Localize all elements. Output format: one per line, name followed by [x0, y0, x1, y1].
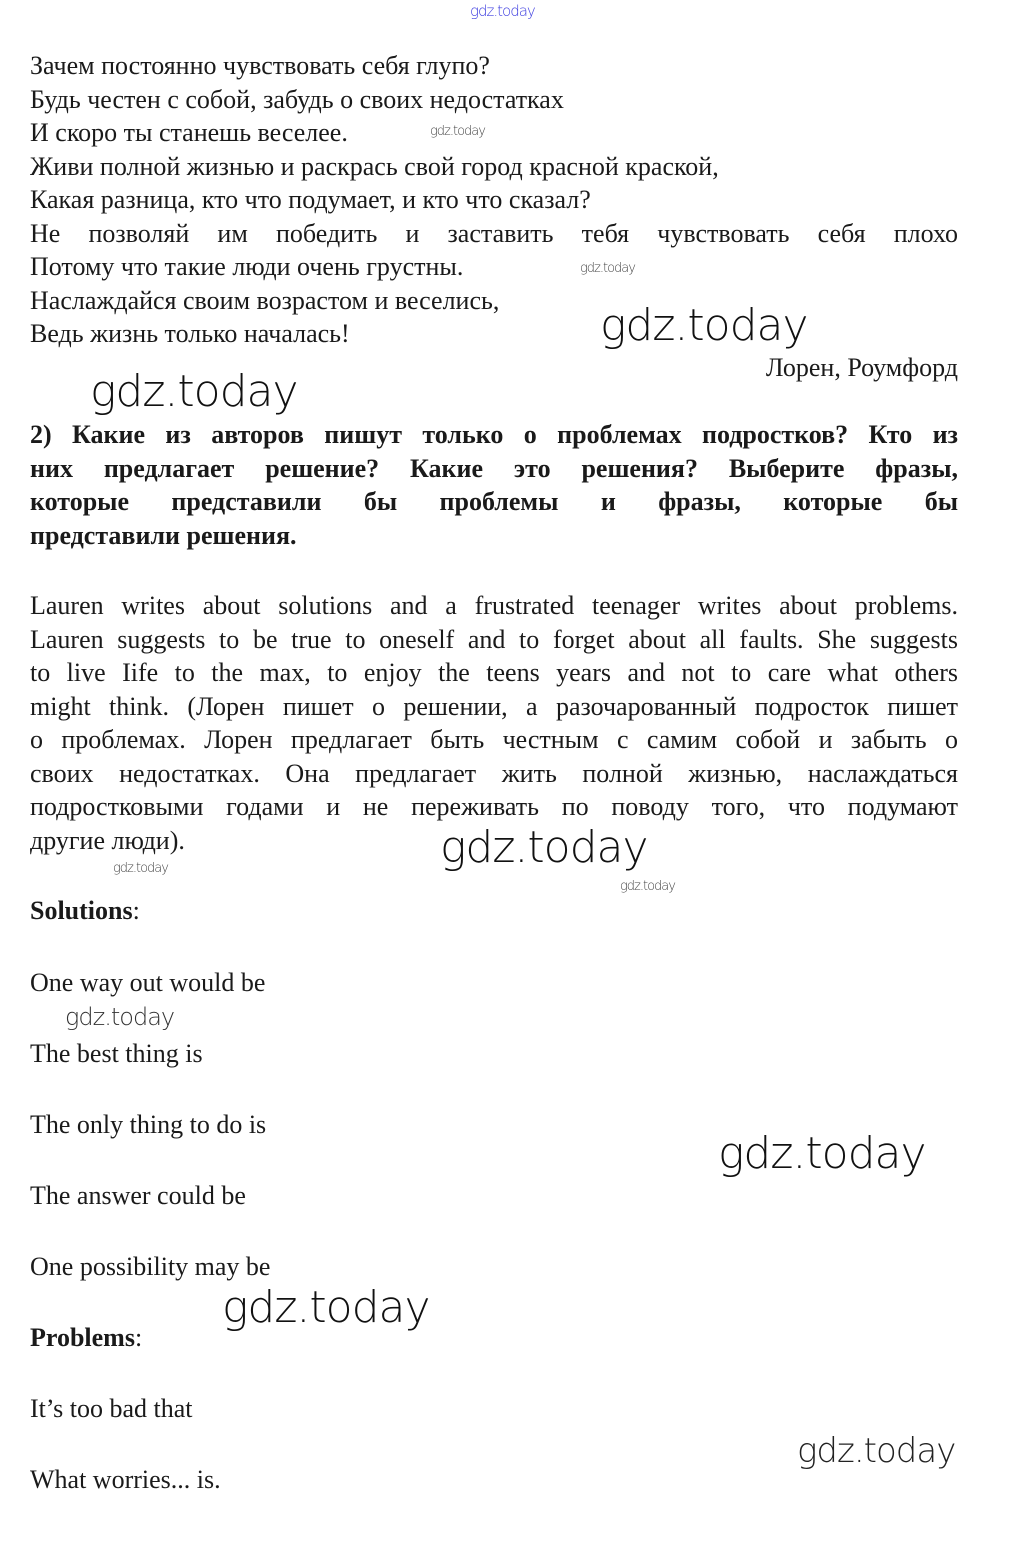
solution-phrase: One way out would be: [30, 968, 266, 997]
watermark: gdz.today: [440, 822, 648, 873]
watermark: gdz.today: [580, 261, 635, 276]
watermark: gdz.today: [90, 366, 298, 417]
answer-line: Lauren suggests to be true to oneself and to forget about all faults. She suggests: [30, 625, 958, 654]
problems-heading: [30, 1323, 142, 1353]
watermark: gdz.today: [65, 1003, 175, 1031]
problem-phrase: It’s too bad that: [30, 1394, 193, 1423]
solutions-heading-text: Solutions: [30, 896, 133, 925]
answer-line: подростковыми годами и не переживать по поводу того, что подумают: [30, 792, 958, 821]
poem-line: Какая разница, кто что подумает, и кто что сказал?: [30, 185, 591, 214]
answer-line: другие люди).: [30, 826, 185, 855]
problems-colon: :: [134, 1323, 143, 1352]
poem-line: Живи полной жизнью и раскрась свой город красной краской,: [30, 152, 719, 181]
poem-line: Потому что такие люди очень грустны.: [30, 252, 464, 281]
solution-phrase: The best thing is: [30, 1039, 203, 1068]
question-line: 2) Какие из авторов пишут только о проблемах подростков? Кто из: [30, 420, 958, 449]
question-line: них предлагает решение? Какие это решения? Выберите фразы,: [30, 454, 958, 483]
watermark: gdz.today: [620, 879, 675, 894]
poem-line: Наслаждайся своим возрастом и веселись,: [30, 286, 500, 315]
answer-line: might think. (Лорен пишет о решении, а разочарованный подросток пишет: [30, 692, 958, 721]
problems-heading-text: Problems: [30, 1323, 135, 1352]
watermark: gdz.today: [600, 300, 808, 351]
question-line: представили решения.: [30, 521, 297, 550]
poem-line: Ведь жизнь только началась!: [30, 319, 350, 348]
solution-phrase: The only thing to do is: [30, 1110, 267, 1139]
answer-line: Lauren writes about solutions and a frustrated teenager writes about problems.: [30, 591, 958, 620]
watermark: gdz.today: [718, 1128, 926, 1179]
poem-signature: Лорен, Роумфорд: [765, 353, 958, 382]
answer-line: to live Iife to the max, to enjoy the teens years and not to care what others: [30, 658, 958, 687]
solution-phrase: One possibility may be: [30, 1252, 271, 1281]
watermark: gdz.today: [797, 1431, 956, 1471]
answer-line: о проблемах. Лорен предлагает быть честным с самим собой и забыть о: [30, 725, 958, 754]
poem-line: Не позволяй им победить и заставить тебя чувствовать себя плохо: [30, 219, 958, 248]
problem-phrase: What worries... is.: [30, 1465, 221, 1494]
watermark: gdz.today: [113, 861, 168, 876]
solutions-heading: [30, 896, 140, 926]
watermark: gdz.today: [430, 124, 485, 139]
answer-line: своих недостатках. Она предлагает жить полной жизнью, наслаждаться: [30, 759, 958, 788]
solution-phrase: The answer could be: [30, 1181, 246, 1210]
poem-line: Будь честен с собой, забудь о своих недостатках: [30, 85, 564, 114]
question-line: которые представили бы проблемы и фразы, которые бы: [30, 487, 958, 516]
poem-line: Зачем постоянно чувствовать себя глупо?: [30, 51, 490, 80]
poem-line: И скоро ты станешь веселее.: [30, 118, 348, 147]
top-watermark: gdz.today: [470, 2, 535, 20]
watermark: gdz.today: [222, 1282, 430, 1333]
solutions-colon: :: [132, 896, 140, 925]
